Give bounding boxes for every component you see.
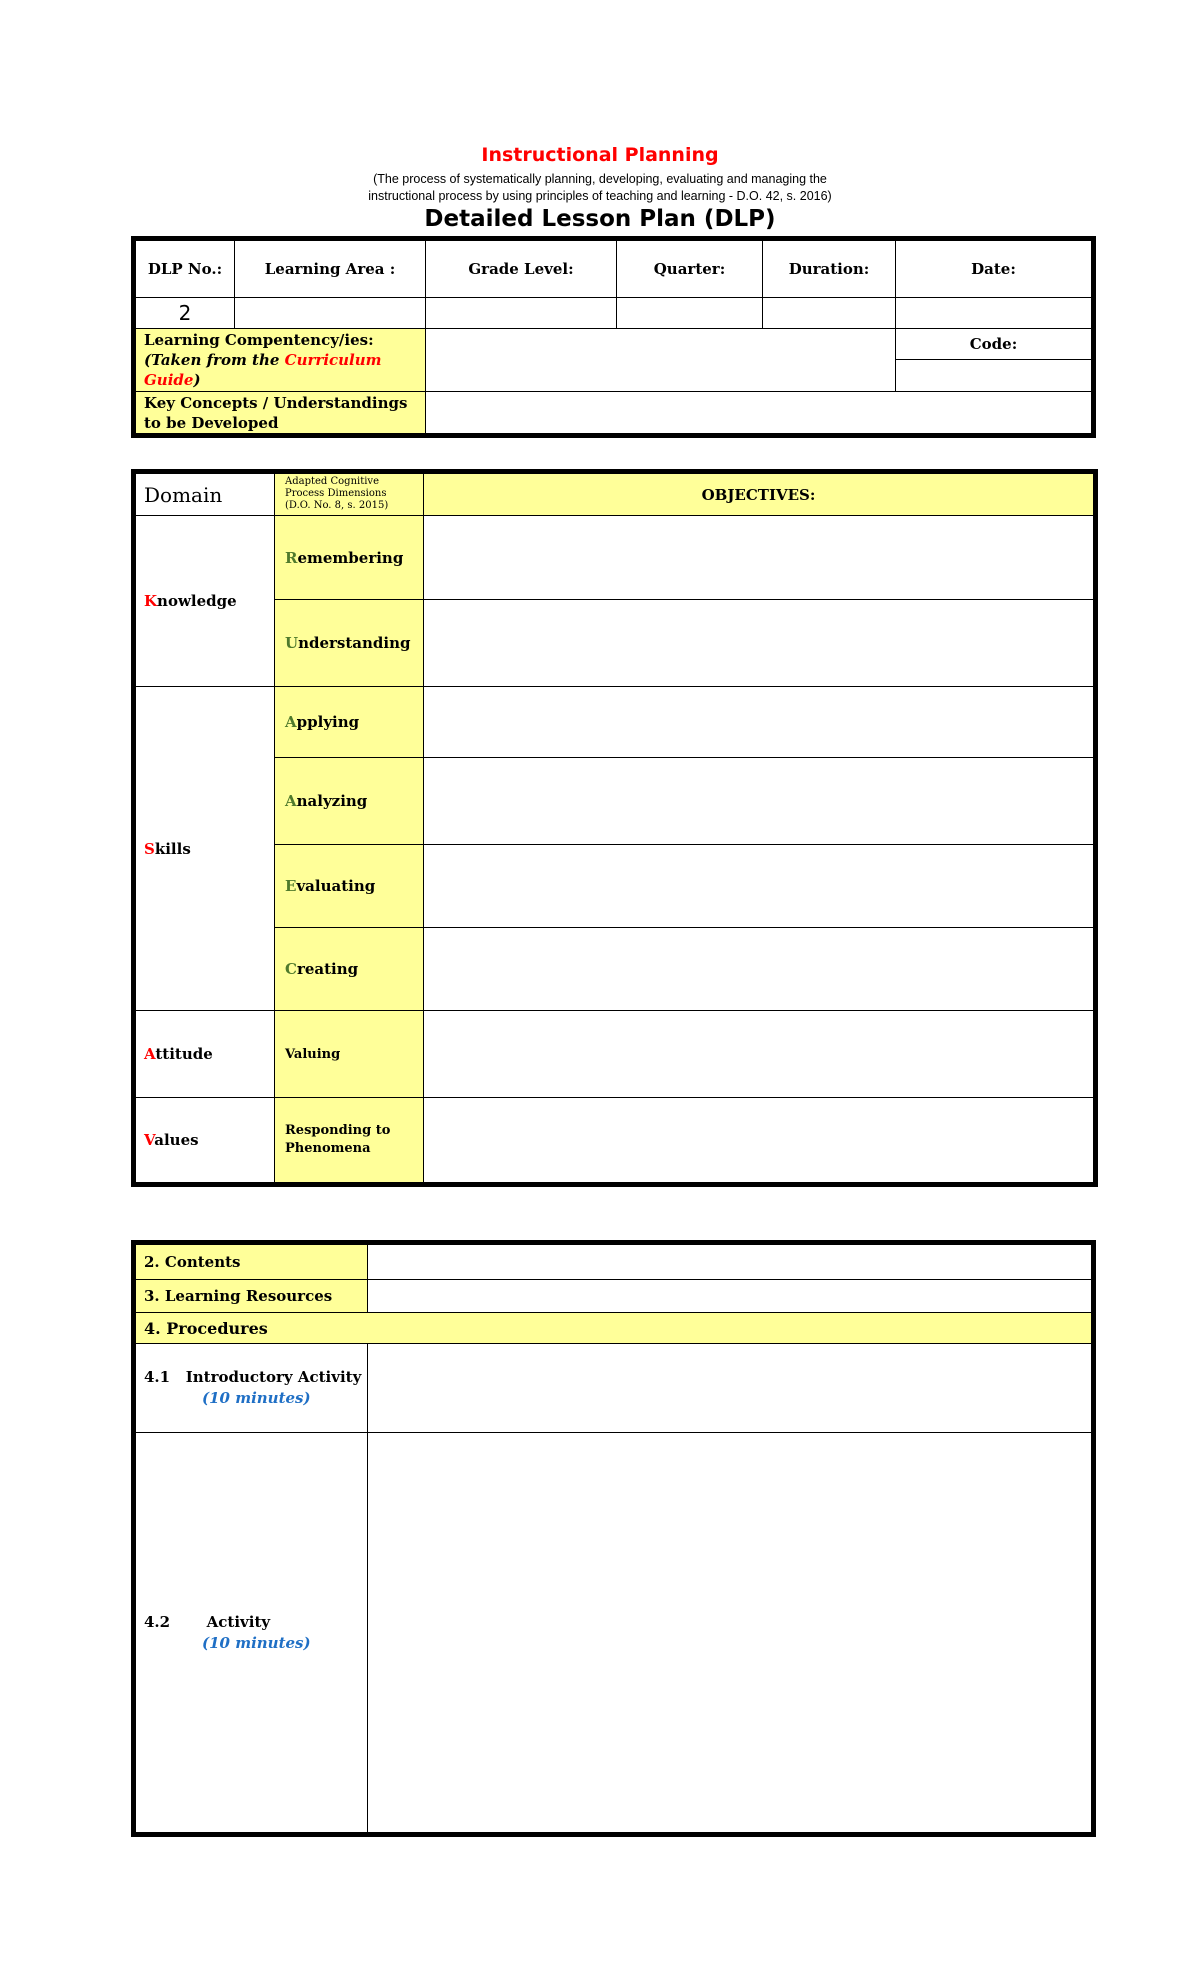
level-valuing: Valuing [275, 1011, 424, 1098]
objective-creating-field[interactable] [424, 928, 1096, 1011]
introductory-activity-title: 4.1 Introductory Activity [144, 1368, 362, 1386]
dimensions-header-line-3: (D.O. No. 8, s. 2015) [285, 500, 389, 511]
level-responding: Responding to Phenomena [275, 1098, 424, 1185]
contents-label: 2. Contents [134, 1243, 368, 1280]
dimensions-header-line-1: Adapted Cognitive [285, 476, 379, 487]
subtitle-line-1: (The process of systematically planning, developing, evaluating and managing the [373, 172, 827, 186]
activity-field[interactable] [368, 1433, 1094, 1835]
objective-remembering-field[interactable] [424, 516, 1096, 600]
subtitle-line-2: instructional process by using principles of teaching and learning - D.O. 42, s. 2016) [368, 189, 832, 203]
learning-resources-label: 3. Learning Resources [134, 1280, 368, 1313]
dlp-info-table [131, 236, 1096, 438]
level-evaluating-initial: E [285, 877, 297, 895]
dlp-no-value[interactable]: 2 [134, 298, 235, 329]
procedures-table [131, 1240, 1096, 1837]
level-applying-rest: pplying [296, 713, 360, 731]
level-applying [275, 687, 424, 758]
quarter-label: Quarter: [617, 239, 763, 298]
competency-label-line-3 [144, 370, 425, 390]
objective-analyzing-field[interactable] [424, 758, 1096, 845]
domain-header: Domain [134, 472, 275, 516]
dlp-no-label: DLP No.: [134, 239, 235, 298]
contents-field[interactable] [368, 1243, 1094, 1280]
objectives-table [131, 469, 1098, 1187]
level-understanding-rest: nderstanding [298, 634, 411, 652]
document-title: Detailed Lesson Plan (DLP) [424, 206, 776, 232]
learning-resources-field[interactable] [368, 1280, 1094, 1313]
objective-values-field[interactable] [424, 1098, 1096, 1185]
domain-knowledge-initial: K [144, 592, 158, 610]
level-evaluating [275, 845, 424, 928]
objective-evaluating-field[interactable] [424, 845, 1096, 928]
level-remembering [275, 516, 424, 600]
domain-skills-initial: S [144, 839, 155, 858]
introductory-activity-time: (10 minutes) [202, 1389, 311, 1407]
level-analyzing-initial: A [285, 792, 297, 810]
date-label: Date: [896, 239, 1094, 298]
activity-time: (10 minutes) [202, 1633, 311, 1652]
objective-applying-field[interactable] [424, 687, 1096, 758]
level-remembering-initial: R [285, 548, 298, 567]
objective-understanding-field[interactable] [424, 600, 1096, 687]
domain-skills-rest: kills [154, 839, 191, 858]
level-creating [275, 928, 424, 1011]
level-applying-initial: A [285, 713, 297, 731]
competency-label-2a: (Taken from the [144, 351, 285, 369]
domain-skills [134, 687, 275, 1011]
competency-field[interactable] [426, 329, 896, 392]
domain-knowledge-rest: nowledge [157, 592, 237, 610]
competency-label-2b: Curriculum [284, 351, 382, 369]
level-analyzing-rest: nalyzing [296, 792, 368, 810]
key-concepts-field[interactable] [426, 392, 1094, 436]
grade-level-field[interactable] [426, 298, 617, 329]
duration-label: Duration: [763, 239, 896, 298]
code-label: Code: [896, 329, 1094, 360]
domain-values-rest: alues [154, 1131, 199, 1149]
competency-label [134, 329, 426, 392]
objectives-header: OBJECTIVES: [424, 472, 1096, 516]
level-creating-rest: reating [296, 960, 359, 978]
date-field[interactable] [896, 298, 1094, 329]
dimensions-header-line-2: Process Dimensions [285, 488, 387, 499]
competency-label-3b: ) [193, 371, 201, 389]
introductory-activity-label [134, 1344, 368, 1433]
learning-area-label: Learning Area : [235, 239, 426, 298]
code-field[interactable] [896, 360, 1094, 392]
grade-level-label: Grade Level: [426, 239, 617, 298]
domain-values-initial: V [144, 1131, 155, 1149]
domain-knowledge [134, 516, 275, 687]
level-remembering-rest: emembering [297, 548, 404, 567]
domain-values [134, 1098, 275, 1185]
competency-label-line-1: Learning Compentency/ies: [144, 331, 374, 349]
page-heading: Instructional Planning [481, 144, 719, 166]
objective-attitude-field[interactable] [424, 1011, 1096, 1098]
level-analyzing [275, 758, 424, 845]
procedures-label: 4. Procedures [134, 1313, 1094, 1344]
level-understanding [275, 600, 424, 687]
domain-attitude-initial: A [144, 1045, 156, 1063]
domain-attitude [134, 1011, 275, 1098]
dimensions-header [275, 472, 424, 516]
activity-label [134, 1433, 368, 1835]
key-concepts-label [134, 392, 426, 436]
level-understanding-initial: U [285, 634, 299, 652]
quarter-field[interactable] [617, 298, 763, 329]
competency-label-3a: Guide [144, 371, 194, 389]
activity-title: 4.2 Activity [144, 1612, 271, 1631]
key-concepts-label-line-2: to be Developed [144, 413, 279, 432]
introductory-activity-field[interactable] [368, 1344, 1094, 1433]
key-concepts-label-line-1: Key Concepts / Understandings [144, 393, 408, 412]
level-creating-initial: C [285, 960, 297, 978]
duration-field[interactable] [763, 298, 896, 329]
competency-label-line-2 [144, 350, 425, 370]
domain-attitude-rest: ttitude [155, 1045, 213, 1063]
learning-area-field[interactable] [235, 298, 426, 329]
level-evaluating-rest: valuating [296, 877, 376, 895]
